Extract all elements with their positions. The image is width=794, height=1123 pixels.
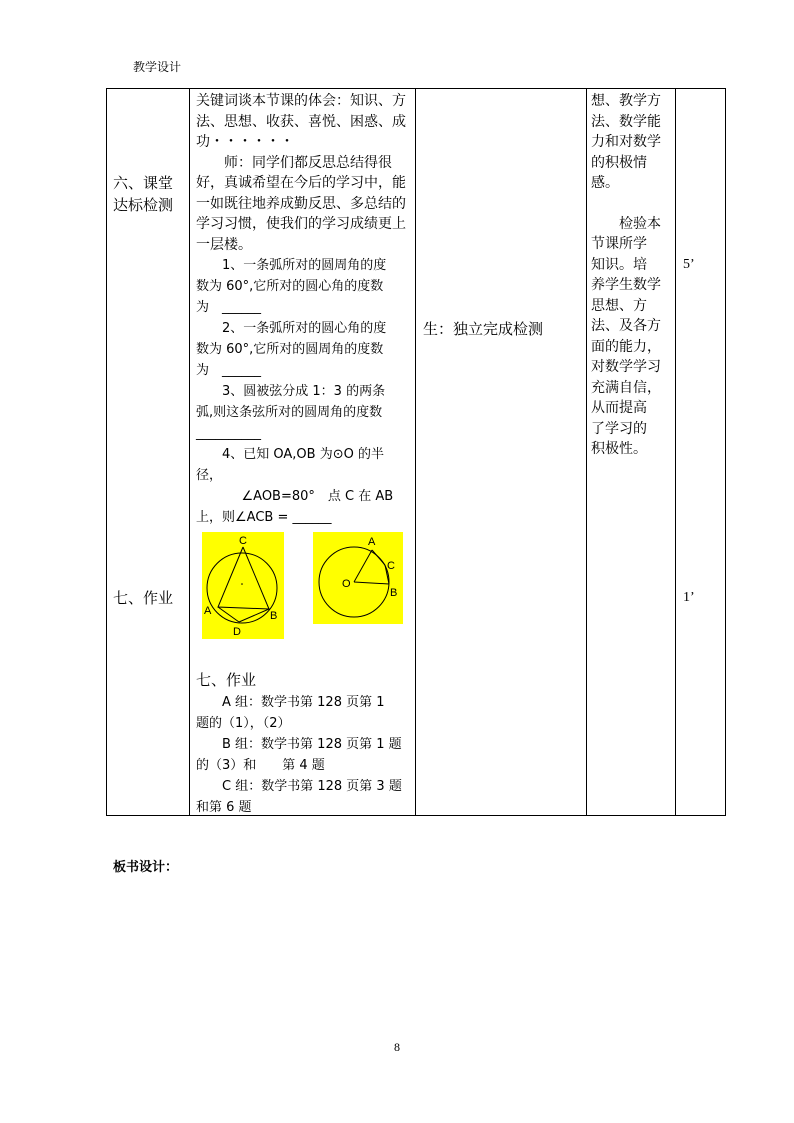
purpose-line: 面的能力， xyxy=(591,338,661,355)
content-line: 功・・・・・・ xyxy=(196,134,294,150)
homework-line: 和第 6 题 xyxy=(196,800,252,815)
purpose-text xyxy=(591,91,673,460)
purpose-line: 感。 xyxy=(591,175,619,191)
central-angle-diagram xyxy=(313,532,403,624)
homework-title: 七、作业 xyxy=(196,671,257,689)
point-label-b: B xyxy=(390,587,398,599)
purpose-line: 知识。培 xyxy=(591,256,647,273)
content-line: 一如既往地养成勤反思、多总结的 xyxy=(196,195,406,212)
purpose-line: 了学习的 xyxy=(591,420,647,437)
point-label-c: C xyxy=(239,535,247,547)
figure-central-angle xyxy=(313,532,403,624)
point-label-a: A xyxy=(204,605,212,617)
question-line: 弧,则这条弦所对的圆周角的度数 xyxy=(196,405,383,420)
question-line: 1、一条弧所对的圆周角的度 xyxy=(222,258,387,273)
column-divider xyxy=(415,89,416,815)
purpose-line: 思想、方 xyxy=(591,297,647,314)
point-label-a: A xyxy=(368,536,376,548)
question-line: 数为 60°,它所对的圆心角的度数 xyxy=(196,279,384,294)
section-label-classroom-check xyxy=(113,172,173,216)
content-line: 一层楼。 xyxy=(196,236,252,253)
question-line: 上，则∠ACB = ______ xyxy=(196,510,332,525)
content-line: 关键词谈本节课的体会：知识、方 xyxy=(196,93,406,109)
figure-inscribed-triangle xyxy=(202,532,284,639)
point-label-c: C xyxy=(387,560,395,572)
question-line: 径， xyxy=(196,468,223,483)
homework-line: 的（3）和 第 4 题 xyxy=(196,758,325,773)
content-questions xyxy=(196,255,412,528)
purpose-line: 想、教学方 xyxy=(591,93,661,109)
section-label-line: 六、课堂 xyxy=(113,174,174,192)
header-label: 教学设计 xyxy=(133,60,182,74)
homework-list xyxy=(196,692,412,818)
question-line: 数为 60°,它所对的圆周角的度数 xyxy=(196,342,384,357)
question-line: __________ xyxy=(196,426,261,441)
section-label-line: 达标检测 xyxy=(113,196,174,214)
question-line: ∠AOB=80° 点 C 在 AB xyxy=(241,489,394,504)
purpose-line: 节课所学 xyxy=(591,236,647,252)
purpose-line: 检验本 xyxy=(619,215,661,232)
point-label-o: O xyxy=(342,578,351,590)
question-line: 2、一条弧所对的圆心角的度 xyxy=(222,321,387,336)
purpose-line: 的积极情 xyxy=(591,154,647,171)
purpose-line: 充满自信， xyxy=(591,379,661,396)
column-divider xyxy=(675,89,676,815)
content-line: 好，真诚希望在今后的学习中，能 xyxy=(196,175,406,191)
board-design-title: 板书设计： xyxy=(113,860,179,875)
student-activity: 生：独立完成检测 xyxy=(423,320,544,338)
homework-line: B 组：数学书第 128 页第 1 题 xyxy=(222,737,402,752)
lesson-table xyxy=(106,88,726,816)
content-line: 师：同学们都反思总结得很 xyxy=(224,154,392,171)
purpose-line: 法、数学能 xyxy=(591,113,661,130)
homework-line: A 组：数学书第 128 页第 1 xyxy=(222,695,385,710)
content-line: 法、思想、收获、喜悦、困惑、成 xyxy=(196,113,406,130)
homework-line: C 组：数学书第 128 页第 3 题 xyxy=(222,779,402,794)
content-intro xyxy=(196,91,412,255)
section-label-homework: 七、作业 xyxy=(113,589,174,607)
purpose-line: 对数学学习 xyxy=(591,359,661,375)
point-label-d: D xyxy=(233,626,241,638)
question-line: 3、圆被弦分成 1：3 的两条 xyxy=(222,384,386,399)
point-label-b: B xyxy=(270,610,278,622)
question-line: 为 ______ xyxy=(196,363,262,378)
purpose-line: 力和对数学 xyxy=(591,134,661,150)
time-label: 1’ xyxy=(683,590,695,605)
column-divider xyxy=(189,89,190,815)
question-line: 为 ______ xyxy=(196,300,262,315)
purpose-line: 从而提高 xyxy=(591,400,647,416)
purpose-line: 法、及各方 xyxy=(591,318,661,334)
page-number: 8 xyxy=(394,1040,400,1054)
question-line: 4、已知 OA,OB 为⊙O 的半 xyxy=(222,447,384,462)
time-label: 5’ xyxy=(683,257,695,272)
triangle-diagram xyxy=(202,532,284,639)
purpose-line: 积极性。 xyxy=(591,441,647,457)
homework-line: 题的（1），（2） xyxy=(196,716,291,731)
content-line: 学习习惯，使我们的学习成绩更上 xyxy=(196,216,406,232)
column-divider xyxy=(586,89,587,815)
purpose-line: 养学生数学 xyxy=(591,277,661,293)
